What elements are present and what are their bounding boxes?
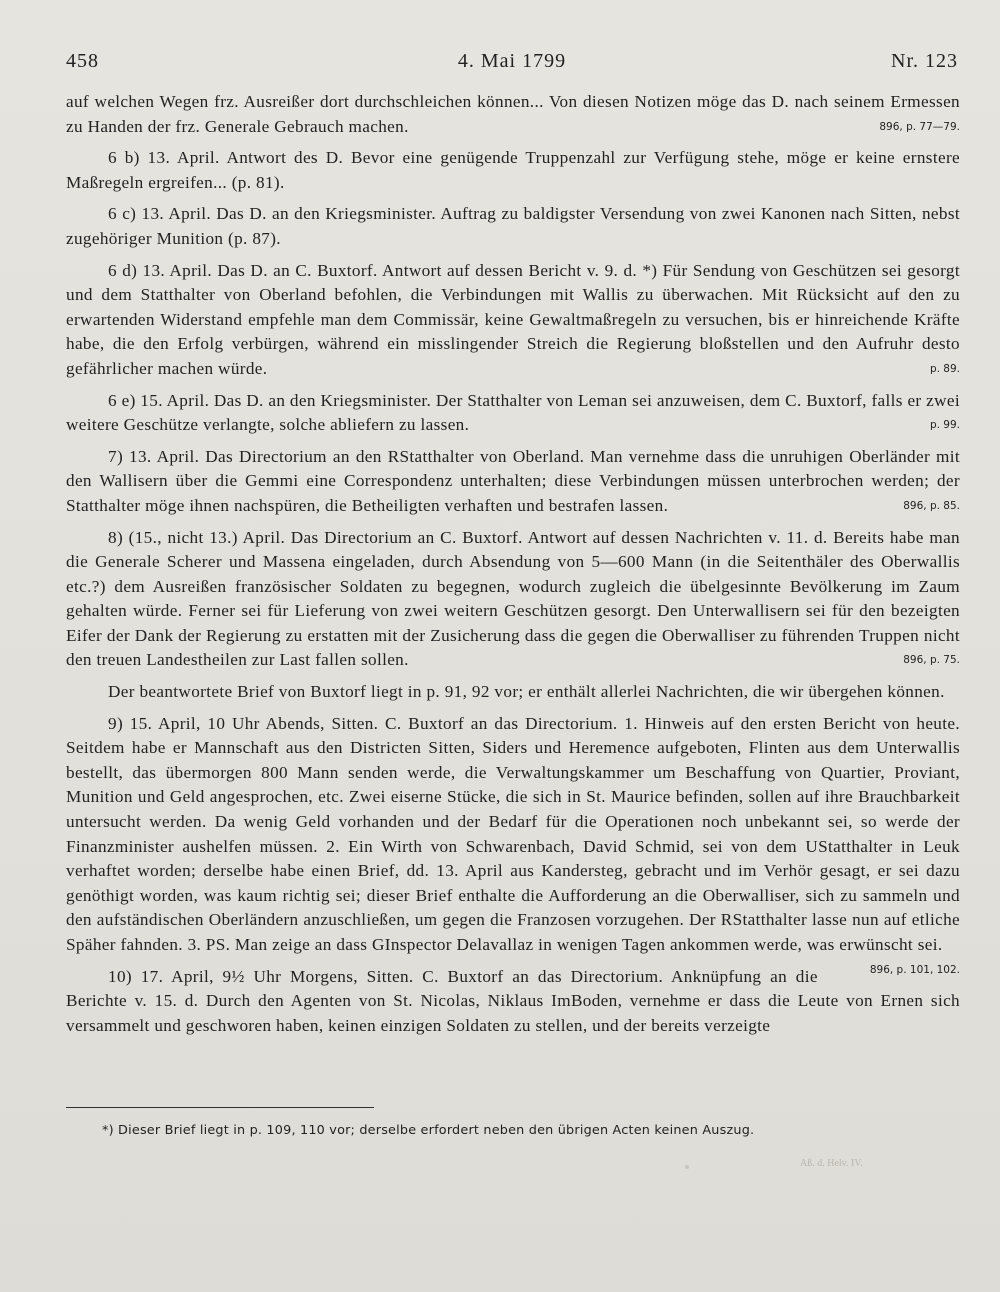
page-number: 458 <box>66 50 99 72</box>
page-header <box>66 50 958 78</box>
archive-reference: 896, p. 75. <box>903 654 960 667</box>
paragraph-text: Der beantwortete Brief von Buxtorf liegt in p. 91, 92 vor; er enthält allerlei Nachrichten, die wir übergehen können. <box>108 682 945 702</box>
paragraph <box>66 712 960 976</box>
document-number: Nr. 123 <box>891 50 958 72</box>
archive-reference: 896, p. 101, 102. <box>869 963 960 976</box>
paragraph <box>66 965 960 1039</box>
paragraph <box>66 389 960 438</box>
paragraph <box>66 526 960 674</box>
paragraph <box>66 680 960 705</box>
archive-reference: 896, p. 77—79. <box>879 120 960 133</box>
paragraph <box>66 259 960 382</box>
archive-reference: p. 99. <box>929 419 960 432</box>
paragraph-text: 8) (15., nicht 13.) April. Das Directorium an C. Buxtorf. Antwort auf dessen Nachrichten v. 11. d. Bereits habe man die Generale Scherer und Massena eingeladen, durch Absendung von 5—600 Mann (in die Seitenthäler des Oberwallis etc.?) dem Ausreißen französischer Soldaten zu begegnen, wodurch zugleich die übelgesinnte Bevölkerung im Zaum gehalten würde. Ferner sei für Lieferung von zwei weitern Geschützen gesorgt. Den Unterwallisern sei für den bezeigten Eifer der Dank der Regierung zu erstatten mit der Zusicherung dass die gegen die Oberwalliser zu führenden Truppen nicht den treuen Landestheilen zur Last fallen sollen. <box>66 527 960 670</box>
document-body <box>66 90 960 1045</box>
paragraph-text: 10) 17. April, 9½ Uhr Morgens, Sitten. C. Buxtorf an das Directorium. Anknüpfung an die Berichte v. 15. d. Durch den Agenten von St. Nicolas, Niklaus ImBoden, vernehme er dass die Leute von Ernen sich versammelt und geschworen haben, keinen einzigen Soldaten zu stellen, und der bereits verzeigte <box>66 966 960 1035</box>
footnote: *) Dieser Brief liegt in p. 109, 110 vor; derselbe erfordert neben den übrigen Acten keinen Auszug. <box>102 1123 755 1138</box>
paragraph-text: auf welchen Wegen frz. Ausreißer dort durchschleichen können... Von diesen Notizen möge das D. nach seinem Ermessen zu Handen der frz. Generale Gebrauch machen. <box>66 92 960 136</box>
paragraph-text: 6 c) 13. April. Das D. an den Kriegsminister. Auftrag zu baldigster Versendung von zwei Kanonen nach Sitten, nebst zugehöriger Munition (p. 87). <box>66 204 960 248</box>
archive-reference: p. 89. <box>929 362 960 375</box>
paragraph-text: 6 b) 13. April. Antwort des D. Bevor eine genügende Truppenzahl zur Verfügung stehe, möge er keine ernstere Maßregeln ergreifen... (p. 81). <box>66 148 960 192</box>
paragraph <box>66 146 960 195</box>
bleed-through-text: Aß. d. Helv. IV. <box>800 1158 863 1169</box>
paragraph <box>66 202 960 251</box>
paragraph-text: 6 d) 13. April. Das D. an C. Buxtorf. Antwort auf dessen Bericht v. 9. d. *) Für Sendung von Geschützen sei gesorgt und dem Statthalter von Oberland befohlen, die Verbindungen mit Wallis zu überwachen. Mit Rücksicht auf den zu erwartenden Widerstand empfehle man dem Commissär, keine Gewaltmaßregeln zu versuchen, bis er hinreichende Kräfte habe, die den Erfolg verbürgen, während ein misslingender Streich die Regierung bloßstellen und den Aufruhr desto gefährlicher machen würde. <box>66 260 960 378</box>
archive-reference: 896, p. 85. <box>903 499 960 512</box>
paragraph-text: 6 e) 15. April. Das D. an den Kriegsminister. Der Statthalter von Leman sei anzuweisen, dem C. Buxtorf, falls er zwei weitere Geschütze verlangte, solche abliefern zu lassen. <box>66 390 960 435</box>
paragraph <box>66 90 960 139</box>
footnote-divider <box>66 1107 374 1108</box>
page-date: 4. Mai 1799 <box>457 50 567 72</box>
paragraph-text: 9) 15. April, 10 Uhr Abends, Sitten. C. Buxtorf an das Directorium. 1. Hinweis auf den ersten Bericht von heute. Seitdem habe er Mannschaft aus den Districten Sitten, Siders und Heremence aufgeboten, Flinten aus dem Unterwallis bestellt, das übermorgen 800 Mann senden werde, die Verwaltungskammer um Beschaffung von Quartier, Proviant, Munition und Geld angesprochen, etc. Zwei eiserne Stücke, die sich in St. Maurice befinden, sollen auf ihre Brauchbarkeit untersucht werden. Da wenig Geld vorhanden und der Bedarf für die Operationen noch unbekannt sei, so werde der Finanzminister aushelfen müssen. 2. Ein Wirth von Schwarenbach, David Schmid, sei von dem UStatthalter in Leuk verhaftet worden; derselbe habe einen Brief, dd. 13. April aus Kandersteg, gebracht und im Verhör gesagt, er sei dazu genöthigt worden, was kaum richtig sei; dieser Brief enthalte die Aufforderung an die Oberwalliser, sich zu sammeln und den aufständischen Oberländern anzuschließen, um gegen die Franzosen vorzugehen. Der RStatthalter lasse nun auf etliche Späher fahnden. 3. PS. Man zeige an dass GInspector Delavallaz in wenigen Tagen ankommen werde, was erwünscht sei. <box>66 713 960 954</box>
paragraph-text: 7) 13. April. Das Directorium an den RStatthalter von Oberland. Man vernehme dass die unruhigen Oberländer mit den Wallisern über die Gemmi eine Correspondenz unterhalten; diese Verbindungen müssen unterbrochen werden; der Statthalter möge ihnen nachspüren, die Betheiligten verhaften und bestrafen lassen. <box>66 446 960 515</box>
paragraph <box>66 445 960 519</box>
paper-speck <box>685 1165 689 1169</box>
